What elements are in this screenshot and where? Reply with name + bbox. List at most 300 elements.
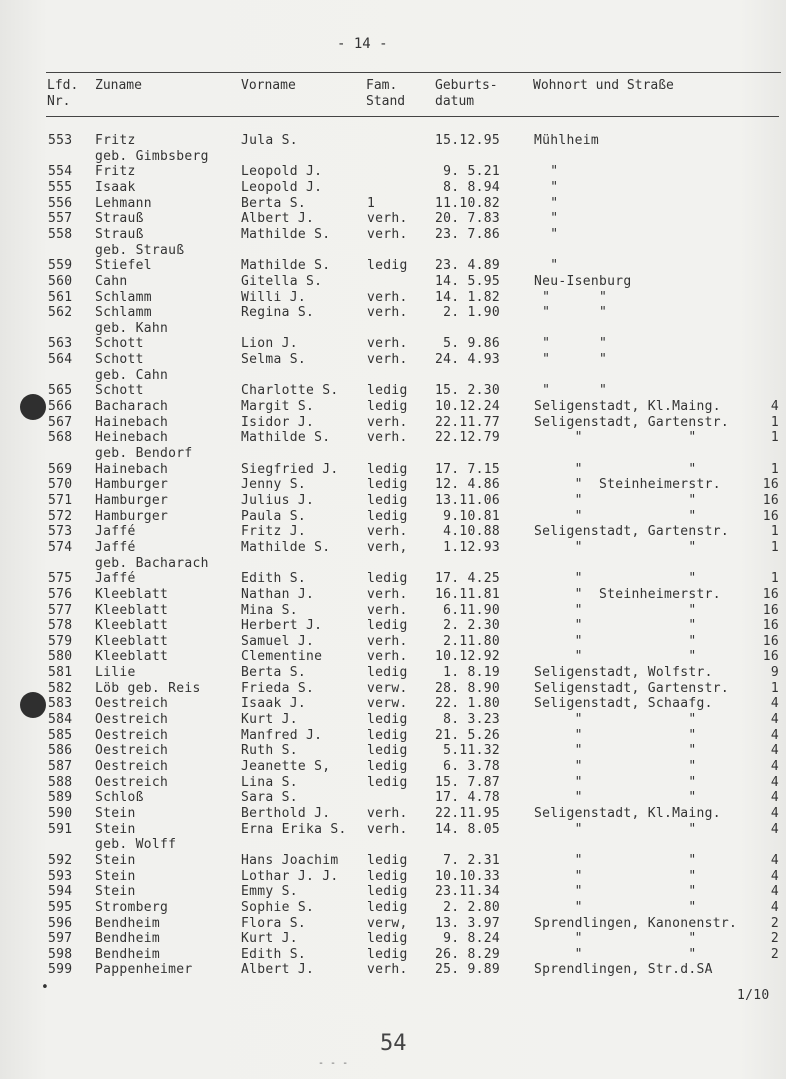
row-firstname: Willi J. <box>241 289 307 305</box>
row-house-number: 16 <box>762 586 779 602</box>
row-marital-status: verh. <box>367 336 408 352</box>
row-residence: " " <box>534 383 608 399</box>
top-rule <box>46 72 781 73</box>
row-birthdate: 22. 1.80 <box>435 696 501 712</box>
row-number: 561 <box>48 289 73 305</box>
row-firstname: Lina S. <box>241 774 298 790</box>
row-firstname: Julius J. <box>241 492 315 508</box>
row-surname: Hamburger <box>95 492 169 508</box>
row-firstname: Jula S. <box>241 133 298 148</box>
row-residence: " " <box>534 946 697 962</box>
row-number: 570 <box>48 477 73 493</box>
row-firstname: Leopold J. <box>241 179 323 195</box>
row-marital-status: verh. <box>367 602 408 618</box>
row-marital-status: verh. <box>367 414 408 430</box>
row-surname: Kleeblatt <box>95 602 169 618</box>
row-marital-status: verh. <box>367 289 408 305</box>
row-surname: Kleeblatt <box>95 618 169 634</box>
row-surname: geb. Gimbsberg <box>95 148 209 164</box>
row-number: 578 <box>48 618 73 634</box>
row-house-number: 1 <box>770 461 779 477</box>
row-marital-status: ledig <box>367 868 408 884</box>
row-birthdate: 24. 4.93 <box>435 352 501 368</box>
row-residence: " " <box>534 743 697 759</box>
row-number: 587 <box>48 759 73 774</box>
row-birthdate: 14. 8.05 <box>435 821 501 837</box>
row-marital-status: ledig <box>367 618 408 634</box>
row-surname: Stein <box>95 805 136 821</box>
row-birthdate: 6. 3.78 <box>435 759 501 774</box>
row-firstname: Jeanette S, <box>241 759 331 774</box>
row-firstname: Manfred J. <box>241 727 323 743</box>
row-number: 564 <box>48 352 73 368</box>
row-birthdate: 28. 8.90 <box>435 680 501 696</box>
row-surname: Schott <box>95 336 144 352</box>
row-surname: Kleeblatt <box>95 586 169 602</box>
row-birthdate: 1. 8.19 <box>435 665 501 681</box>
row-residence: " " <box>534 759 697 774</box>
row-birthdate: 9.10.81 <box>435 508 501 524</box>
row-marital-status: verh. <box>367 211 408 227</box>
row-birthdate: 10.12.24 <box>435 399 501 415</box>
row-residence: Seligenstadt, Gartenstr. <box>534 680 730 696</box>
row-number: 572 <box>48 508 73 524</box>
row-number: 554 <box>48 164 73 180</box>
row-firstname: Isidor J. <box>241 414 315 430</box>
row-house-number: 1 <box>770 571 779 587</box>
row-number: 598 <box>48 946 73 962</box>
row-number: 591 <box>48 821 73 837</box>
row-firstname: Samuel J. <box>241 633 315 649</box>
row-number: 573 <box>48 524 73 540</box>
row-marital-status: ledig <box>367 852 408 868</box>
row-surname: geb. Strauß <box>95 242 185 258</box>
row-firstname: Albert J. <box>241 962 315 978</box>
row-firstname: Regina S. <box>241 305 315 321</box>
row-house-number: 16 <box>762 649 779 665</box>
row-number: 566 <box>48 399 73 415</box>
row-house-number: 4 <box>770 852 779 868</box>
row-house-number: 4 <box>770 399 779 415</box>
row-firstname: Clementine <box>241 649 323 665</box>
row-surname: Stein <box>95 868 136 884</box>
row-firstname: Sophie S. <box>241 899 315 915</box>
row-marital-status: ledig <box>367 884 408 900</box>
row-birthdate: 12. 4.86 <box>435 477 501 493</box>
row-residence: " " <box>534 649 697 665</box>
row-birthdate: 7. 2.31 <box>435 852 501 868</box>
row-number: 590 <box>48 805 73 821</box>
row-marital-status: verw, <box>367 915 408 931</box>
row-number: 583 <box>48 696 73 712</box>
row-surname: Jaffé <box>95 539 136 555</box>
row-house-number: 16 <box>762 477 779 493</box>
row-number: 556 <box>48 195 73 211</box>
row-residence: " Steinheimerstr. <box>534 477 721 493</box>
row-birthdate: 2. 2.80 <box>435 899 501 915</box>
row-residence: Seligenstadt, Kl.Maing. <box>534 805 721 821</box>
row-birthdate: 10.12.92 <box>435 649 501 665</box>
row-surname: Jaffé <box>95 524 136 540</box>
row-surname: Oestreich <box>95 696 169 712</box>
row-marital-status: verh. <box>367 821 408 837</box>
row-house-number: 4 <box>770 727 779 743</box>
row-surname: Löb geb. Reis <box>95 680 201 696</box>
row-birthdate: 20. 7.83 <box>435 211 501 227</box>
row-marital-status: verh. <box>367 805 408 821</box>
row-surname: Oestreich <box>95 743 169 759</box>
row-house-number: 16 <box>762 618 779 634</box>
row-surname: geb. Kahn <box>95 320 169 336</box>
continuation-note: 1/10 <box>737 988 770 1003</box>
row-marital-status: verh. <box>367 586 408 602</box>
row-residence: " <box>534 195 559 211</box>
row-marital-status: verh, <box>367 539 408 555</box>
row-residence: " <box>534 211 559 227</box>
row-residence: " " <box>534 539 697 555</box>
row-firstname: Mathilde S. <box>241 226 331 242</box>
row-surname: Isaak <box>95 179 136 195</box>
header-geburts: Geburts- <box>435 78 498 93</box>
row-number: 557 <box>48 211 73 227</box>
page-number: - 14 - <box>337 36 388 52</box>
row-marital-status: verw. <box>367 696 408 712</box>
row-birthdate: 15. 7.87 <box>435 774 501 790</box>
row-number: 586 <box>48 743 73 759</box>
header-vorname: Vorname <box>241 78 296 93</box>
row-number: 592 <box>48 852 73 868</box>
row-marital-status: verh. <box>367 430 408 446</box>
row-surname: Fritz <box>95 164 136 180</box>
header-datum: datum <box>435 94 475 109</box>
row-firstname: Margit S. <box>241 399 315 415</box>
row-firstname: Fritz J. <box>241 524 307 540</box>
row-firstname: Berthold J. <box>241 805 331 821</box>
row-house-number: 2 <box>770 915 779 931</box>
row-marital-status: verh. <box>367 633 408 649</box>
row-house-number: 16 <box>762 492 779 508</box>
row-number: 569 <box>48 461 73 477</box>
row-marital-status: ledig <box>367 931 408 947</box>
row-residence: " <box>534 258 559 274</box>
row-birthdate: 1.12.93 <box>435 539 501 555</box>
row-house-number: 4 <box>770 696 779 712</box>
row-number: 594 <box>48 884 73 900</box>
row-marital-status: ledig <box>367 899 408 915</box>
row-residence: " " <box>534 899 697 915</box>
row-residence: " " <box>534 618 697 634</box>
row-firstname: Herbert J. <box>241 618 323 634</box>
header-fam: Fam. <box>366 78 398 93</box>
row-firstname: Frieda S. <box>241 680 315 696</box>
row-firstname: Nathan J. <box>241 586 315 602</box>
row-marital-status: verh. <box>367 524 408 540</box>
row-firstname: Mathilde S. <box>241 430 331 446</box>
row-number: 560 <box>48 273 73 289</box>
row-birthdate: 4.10.88 <box>435 524 501 540</box>
row-number: 571 <box>48 492 73 508</box>
row-marital-status: 1 <box>367 195 376 211</box>
row-marital-status: ledig <box>367 712 408 728</box>
row-surname: Bendheim <box>95 915 161 931</box>
row-marital-status: ledig <box>367 665 408 681</box>
row-firstname: Mathilde S. <box>241 258 331 274</box>
row-number: 553 <box>48 133 73 148</box>
row-birthdate: 17. 7.15 <box>435 461 501 477</box>
row-residence: Seligenstadt, Gartenstr. <box>534 414 730 430</box>
row-firstname: Paula S. <box>241 508 307 524</box>
row-residence: " " <box>534 305 608 321</box>
row-firstname: Albert J. <box>241 211 315 227</box>
row-surname: Bendheim <box>95 946 161 962</box>
header-nr: Nr. <box>47 94 71 109</box>
row-marital-status: verw. <box>367 680 408 696</box>
row-surname: Bendheim <box>95 931 161 947</box>
row-residence: " " <box>534 289 608 305</box>
row-firstname: Edith S. <box>241 946 307 962</box>
punch-hole-top <box>20 394 46 420</box>
row-number: 585 <box>48 727 73 743</box>
row-residence: " <box>534 179 559 195</box>
row-surname: Oestreich <box>95 712 169 728</box>
row-surname: Oestreich <box>95 759 169 774</box>
row-residence: " " <box>534 821 697 837</box>
row-firstname: Kurt J. <box>241 931 298 947</box>
row-surname: Heinebach <box>95 430 169 446</box>
row-firstname: Mina S. <box>241 602 298 618</box>
row-number: 589 <box>48 790 73 806</box>
row-surname: Stein <box>95 821 136 837</box>
row-residence: " " <box>534 884 697 900</box>
row-house-number: 1 <box>770 680 779 696</box>
row-firstname: Sara S. <box>241 790 298 806</box>
row-surname: Schlamm <box>95 305 152 321</box>
row-marital-status: ledig <box>367 399 408 415</box>
row-residence: " " <box>534 352 608 368</box>
row-residence: " " <box>534 336 608 352</box>
row-number: 576 <box>48 586 73 602</box>
row-residence: Seligenstadt, Gartenstr. <box>534 524 730 540</box>
row-firstname: Siegfried J. <box>241 461 339 477</box>
row-residence: Seligenstadt, Schaafg. <box>534 696 713 712</box>
row-residence: Sprendlingen, Str.d.SA <box>534 962 713 978</box>
row-number: 562 <box>48 305 73 321</box>
row-residence: " <box>534 164 559 180</box>
row-birthdate: 5. 9.86 <box>435 336 501 352</box>
row-firstname: Erna Erika S. <box>241 821 347 837</box>
row-residence: " <box>534 226 559 242</box>
row-house-number: 1 <box>770 430 779 446</box>
row-birthdate: 15.12.95 <box>435 133 501 148</box>
row-residence: " " <box>534 571 697 587</box>
row-residence: Sprendlingen, Kanonenstr. <box>534 915 738 931</box>
row-surname: Jaffé <box>95 571 136 587</box>
header-rule <box>46 116 779 117</box>
row-residence: " " <box>534 727 697 743</box>
row-residence: " Steinheimerstr. <box>534 586 721 602</box>
row-birthdate: 22.12.79 <box>435 430 501 446</box>
row-birthdate: 23. 4.89 <box>435 258 501 274</box>
row-surname: Lilie <box>95 665 136 681</box>
row-number: 593 <box>48 868 73 884</box>
row-firstname: Charlotte S. <box>241 383 339 399</box>
row-firstname: Hans Joachim <box>241 852 339 868</box>
row-surname: Schott <box>95 352 144 368</box>
row-firstname: Mathilde S. <box>241 539 331 555</box>
row-birthdate: 2.11.80 <box>435 633 501 649</box>
row-firstname: Lion J. <box>241 336 298 352</box>
row-number: 568 <box>48 430 73 446</box>
row-surname: Hainebach <box>95 414 169 430</box>
row-residence: " " <box>534 931 697 947</box>
row-birthdate: 10.10.33 <box>435 868 501 884</box>
row-marital-status: ledig <box>367 477 408 493</box>
row-number: 555 <box>48 179 73 195</box>
row-house-number: 9 <box>770 665 779 681</box>
row-house-number: 4 <box>770 805 779 821</box>
row-birthdate: 2. 2.30 <box>435 618 501 634</box>
row-firstname: Ruth S. <box>241 743 298 759</box>
row-marital-status: ledig <box>367 727 408 743</box>
row-firstname: Leopold J. <box>241 164 323 180</box>
row-surname: Pappenheimer <box>95 962 193 978</box>
row-firstname: Selma S. <box>241 352 307 368</box>
row-surname: Stein <box>95 884 136 900</box>
row-birthdate: 25. 9.89 <box>435 962 501 978</box>
row-birthdate: 22.11.77 <box>435 414 501 430</box>
row-birthdate: 9. 8.24 <box>435 931 501 947</box>
row-marital-status: ledig <box>367 946 408 962</box>
row-number: 596 <box>48 915 73 931</box>
row-surname: geb. Cahn <box>95 367 169 383</box>
row-number: 558 <box>48 226 73 242</box>
row-birthdate: 2. 1.90 <box>435 305 501 321</box>
row-number: 588 <box>48 774 73 790</box>
row-surname: Schloß <box>95 790 144 806</box>
row-number: 579 <box>48 633 73 649</box>
row-birthdate: 13. 3.97 <box>435 915 501 931</box>
row-house-number: 1 <box>770 539 779 555</box>
row-residence: " " <box>534 461 697 477</box>
header-lfd: Lfd. <box>47 78 79 93</box>
row-residence: " " <box>534 852 697 868</box>
row-surname: Kleeblatt <box>95 633 169 649</box>
row-firstname: Berta S. <box>241 665 307 681</box>
row-surname: Hamburger <box>95 477 169 493</box>
row-residence: " " <box>534 712 697 728</box>
row-number: 595 <box>48 899 73 915</box>
row-house-number: 4 <box>770 790 779 806</box>
row-residence: " " <box>534 790 697 806</box>
row-residence: Mühlheim <box>534 133 600 148</box>
row-house-number: 16 <box>762 508 779 524</box>
row-surname: Fritz <box>95 133 136 148</box>
row-birthdate: 11.10.82 <box>435 195 501 211</box>
row-surname: Stiefel <box>95 258 152 274</box>
row-surname: geb. Bendorf <box>95 446 193 461</box>
row-residence: Seligenstadt, Kl.Maing. <box>534 399 721 415</box>
row-birthdate: 23. 7.86 <box>435 226 501 242</box>
row-birthdate: 17. 4.25 <box>435 571 501 587</box>
row-marital-status: ledig <box>367 258 408 274</box>
row-residence: " " <box>534 602 697 618</box>
row-firstname: Berta S. <box>241 195 307 211</box>
row-surname: Oestreich <box>95 727 169 743</box>
row-residence: " " <box>534 492 697 508</box>
row-house-number: 2 <box>770 931 779 947</box>
row-number: 575 <box>48 571 73 587</box>
row-house-number: 1 <box>770 414 779 430</box>
row-surname: Hainebach <box>95 461 169 477</box>
row-birthdate: 8. 3.23 <box>435 712 501 728</box>
row-marital-status: ledig <box>367 743 408 759</box>
row-surname: Schlamm <box>95 289 152 305</box>
row-number: 597 <box>48 931 73 947</box>
row-house-number: 4 <box>770 774 779 790</box>
row-firstname: Kurt J. <box>241 712 298 728</box>
row-birthdate: 15. 2.30 <box>435 383 501 399</box>
row-surname: Cahn <box>95 273 128 289</box>
row-marital-status: ledig <box>367 383 408 399</box>
row-firstname: Jenny S. <box>241 477 307 493</box>
row-surname: Kleeblatt <box>95 649 169 665</box>
row-birthdate: 14. 5.95 <box>435 273 501 289</box>
row-birthdate: 23.11.34 <box>435 884 501 900</box>
row-birthdate: 5.11.32 <box>435 743 501 759</box>
row-birthdate: 16.11.81 <box>435 586 501 602</box>
row-marital-status: verh. <box>367 352 408 368</box>
row-number: 580 <box>48 649 73 665</box>
row-surname: Strauß <box>95 211 144 227</box>
row-house-number: 4 <box>770 821 779 837</box>
row-marital-status: ledig <box>367 571 408 587</box>
row-firstname: Gitella S. <box>241 273 323 289</box>
header-wohnort: Wohnort und Straße <box>533 78 674 93</box>
row-marital-status: ledig <box>367 759 408 774</box>
row-birthdate: 17. 4.78 <box>435 790 501 806</box>
row-house-number: 1 <box>770 524 779 540</box>
footer-dots: - - - <box>318 1058 349 1069</box>
row-surname: Bacharach <box>95 399 169 415</box>
row-residence: Neu-Isenburg <box>534 273 632 289</box>
row-house-number: 16 <box>762 633 779 649</box>
row-surname: Stein <box>95 852 136 868</box>
row-residence: " " <box>534 868 697 884</box>
row-firstname: Edith S. <box>241 571 307 587</box>
row-firstname: Flora S. <box>241 915 307 931</box>
row-firstname: Emmy S. <box>241 884 298 900</box>
header-stand: Stand <box>366 94 406 109</box>
row-house-number: 4 <box>770 759 779 774</box>
row-residence: " " <box>534 633 697 649</box>
row-firstname: Lothar J. J. <box>241 868 339 884</box>
row-number: 582 <box>48 680 73 696</box>
row-surname: geb. Wolff <box>95 837 177 853</box>
row-number: 599 <box>48 962 73 978</box>
row-house-number: 4 <box>770 743 779 759</box>
row-marital-status: ledig <box>367 461 408 477</box>
footer-page-number: 54 <box>380 1031 407 1056</box>
row-residence: " " <box>534 430 697 446</box>
row-birthdate: 8. 8.94 <box>435 179 501 195</box>
punch-hole-bottom <box>20 692 46 718</box>
row-marital-status: ledig <box>367 492 408 508</box>
row-surname: Lehmann <box>95 195 152 211</box>
row-house-number: 4 <box>770 884 779 900</box>
row-birthdate: 22.11.95 <box>435 805 501 821</box>
row-surname: geb. Bacharach <box>95 555 209 571</box>
row-firstname: Isaak J. <box>241 696 307 712</box>
